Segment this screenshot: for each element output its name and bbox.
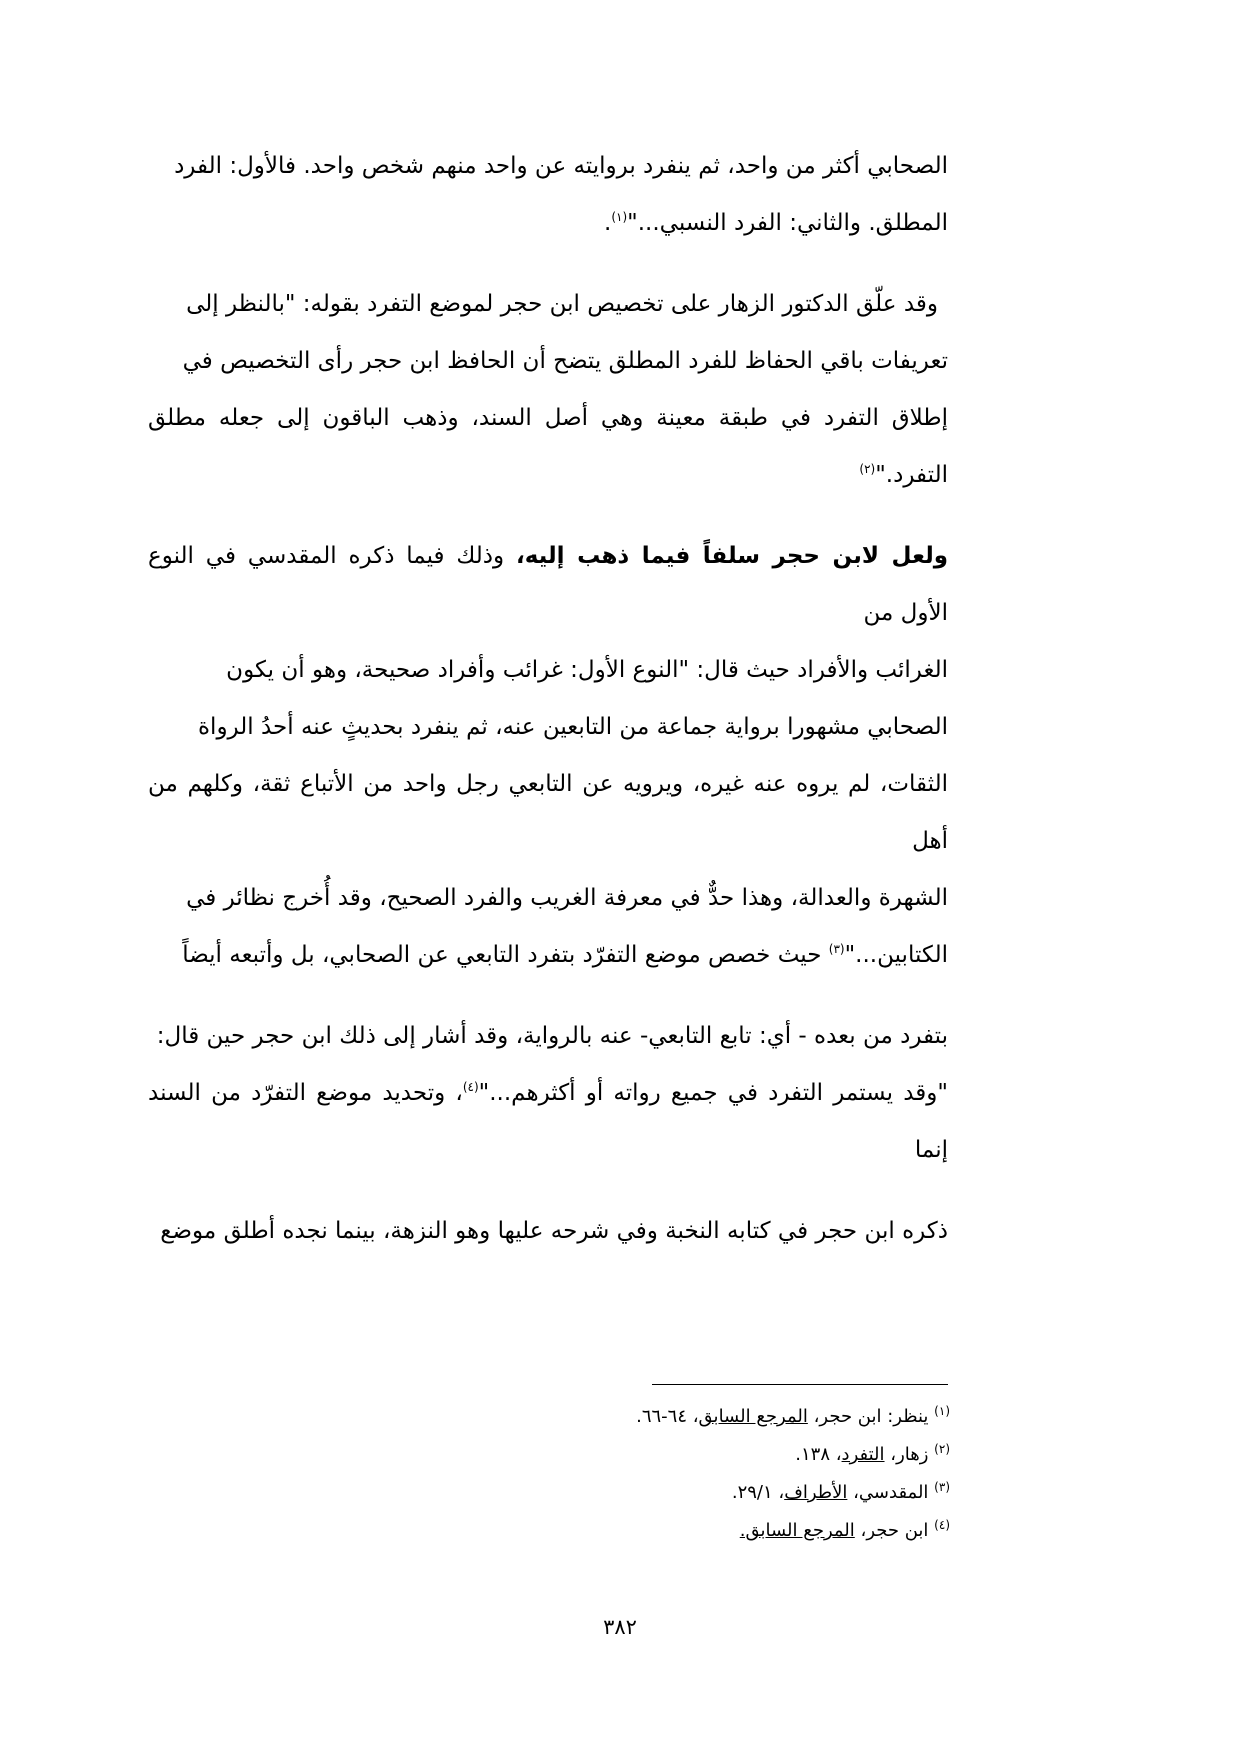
paragraph-4 — [148, 1008, 948, 1179]
text-line: الصحابي مشهورا برواية جماعة من التابعين عنه، ثم ينفرد بحديثٍ عنه أحدُ الرواة — [198, 714, 948, 740]
footnote-4: $^{(٤)}$ ابن حجر، المرجع السابق. — [739, 1518, 950, 1541]
bold-lead: ولعل لابن حجر سلفاً فيما ذهب إليه، — [515, 543, 948, 569]
paragraph-3 — [148, 528, 948, 984]
footnote-title: المرجع السابق. — [739, 1520, 855, 1541]
text-line: بتفرد من بعده - أي: تابع التابعي- عنه بالرواية، وقد أشار إلى ذلك ابن حجر حين قال: — [156, 1023, 948, 1049]
footnote-title: المرجع السابق — [698, 1406, 808, 1427]
text-line: الشهرة والعدالة، وهذا حدٌّ في معرفة الغريب والفرد الصحيح، وقد أُخرج نظائر في — [186, 885, 948, 911]
text-line: الصحابي أكثر من واحد، ثم ينفرد بروايته عن واحد منهم شخص واحد. فالأول: الفرد — [174, 153, 948, 179]
text-line: الغرائب والأفراد حيث قال: "النوع الأول: غرائب وأفراد صحيحة، وهو أن يكون — [226, 657, 948, 683]
footnote-3: $^{(٣)}$ المقدسي، الأطراف، ٢٩/١. — [731, 1480, 950, 1503]
main-text — [148, 138, 948, 1284]
page-number: ٣٨٢ — [603, 1615, 637, 1639]
footnote-ref: (١) — [611, 210, 628, 224]
footnote-title: التفرد — [841, 1444, 885, 1465]
text-line: "وقد يستمر التفرد في جميع رواته أو أكثرهم..."$^{(٤)}$، وتحديد موضع التفرّد من السند إنما — [148, 1080, 948, 1163]
footnote-divider — [652, 1384, 948, 1385]
footnote-title: الأطراف — [784, 1482, 848, 1503]
footnote-ref: (٣) — [828, 942, 845, 956]
paragraph-5 — [148, 1203, 948, 1260]
paragraph-1 — [148, 138, 948, 252]
text-line: المطلق. والثاني: الفرد النسبي..."$^{(١)}$. — [604, 210, 948, 236]
text-line: الثقات، لم يروه عنه غيره، ويرويه عن التابعي رجل واحد من الأتباع ثقة، وكلهم من أهل — [148, 771, 948, 854]
footnote-ref: (٤) — [462, 1080, 479, 1094]
text-line: تعريفات باقي الحفاظ للفرد المطلق يتضح أن الحافظ ابن حجر رأى التخصيص في — [182, 348, 948, 374]
footnote-2: $^{(٢)}$ زهار، التفرد، ١٣٨. — [795, 1442, 950, 1465]
footnote-ref: (٢) — [859, 462, 876, 476]
text-line: ولعل لابن حجر سلفاً فيما ذهب إليه، وذلك فيما ذكره المقدسي في النوع الأول من — [148, 543, 948, 626]
text-line: ذكره ابن حجر في كتابه النخبة وفي شرحه عليها وهو النزهة، بينما نجده أطلق موضع — [160, 1218, 948, 1244]
footnotes — [430, 1398, 950, 1550]
text-line: وقد علّق الدكتور الزهار على تخصيص ابن حجر لموضع التفرد بقوله: "بالنظر إلى — [186, 291, 938, 317]
footnote-1: $^{(١)}$ ينظر: ابن حجر، المرجع السابق، ٦٤-٦٦. — [636, 1404, 950, 1427]
text-line: الكتابين..."$^{(٣)}$ حيث خصص موضع التفرّد بتفرد التابعي عن الصحابي، بل وأتبعه أيضاً — [182, 942, 948, 968]
text-line: إطلاق التفرد في طبقة معينة وهي أصل السند، وذهب الباقون إلى جعله مطلق التفرد."$^{(٢)}$ — [148, 405, 948, 488]
paragraph-2 — [148, 276, 948, 504]
